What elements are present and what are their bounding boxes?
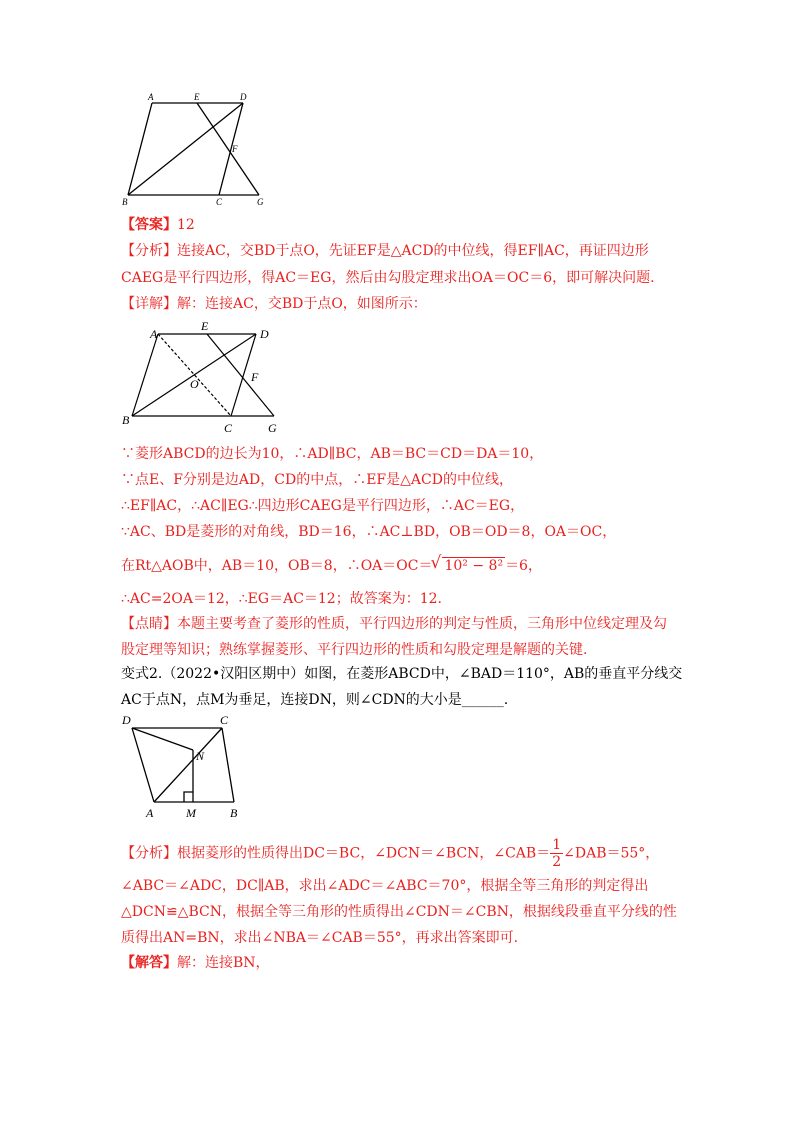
label-B: B xyxy=(122,413,130,427)
label-B: B xyxy=(230,806,238,820)
analysis-line-2 xyxy=(121,268,655,288)
label-G: G xyxy=(268,421,277,435)
answer-line xyxy=(121,215,195,235)
label-C: C xyxy=(216,197,223,207)
analysis-label: 【分析】 xyxy=(121,243,177,259)
proof-line-5 xyxy=(121,556,542,576)
comment-text-2: 股定理等知识；熟练掌握菱形、平行四边形的性质和勾股定理是解题的关键. xyxy=(121,642,588,658)
analysis2-text-4: 质得出AN=BN，求出∠NBA＝∠CAB＝55°，再求出答案即可. xyxy=(121,930,519,946)
comment-line-1 xyxy=(121,614,667,634)
label-G: G xyxy=(257,197,264,207)
label-D: D xyxy=(122,713,131,727)
detail-intro: 解：连接AC，交BD于点O，如图所示： xyxy=(177,296,427,312)
fraction-half xyxy=(550,837,563,870)
answer-value: 12 xyxy=(177,217,195,233)
analysis2-line-4 xyxy=(121,928,518,948)
sqrt-expression xyxy=(432,556,505,576)
analysis2-line-1 xyxy=(121,837,659,870)
proof-text-4: ∵AC、BD是菱形的对角线，BD＝16，∴AC⊥BD，OB＝OD＝8，OA＝OC， xyxy=(121,524,617,540)
proof-text-3: ∴EF∥AC，∴AC∥EG∴四边形CAEG是平行四边形，∴AC＝EG， xyxy=(121,498,525,514)
figure-rhombus-3 xyxy=(118,710,258,822)
variant-line-1 xyxy=(121,664,682,684)
label-D: D xyxy=(260,327,269,341)
detail-line xyxy=(121,294,427,314)
analysis-text-2: CAEG是平行四边形，得AC＝EG，然后由勾股定理求出OA＝OC＝6，即可解决问题. xyxy=(121,270,655,286)
analysis2-text-1: 根据菱形的性质得出DC＝BC，∠DCN＝∠BCN，∠CAB＝ xyxy=(177,845,551,862)
label-E: E xyxy=(201,319,209,333)
fraction-numerator: 1 xyxy=(552,837,562,853)
proof-text-2: ∵点E、F分别是边AD，CD的中点，∴EF是△ACD的中位线， xyxy=(121,472,513,488)
proof-line-6 xyxy=(121,589,442,609)
comment-text-1: 本题主要考查了菱形的性质，平行四边形的判定与性质，三角形中位线定理及勾 xyxy=(177,616,667,632)
label-C: C xyxy=(224,421,233,435)
fraction-denominator: 2 xyxy=(552,854,562,870)
figure-rhombus-1 xyxy=(118,90,278,212)
proof-text-6: ∴AC=2OA＝12，∴EG＝AC＝12；故答案为：12. xyxy=(121,591,442,607)
variant-text-2: AC于点N，点M为垂足，连接DN，则∠CDN的大小是______. xyxy=(121,692,509,708)
comment-line-2 xyxy=(121,640,587,660)
proof-line-1 xyxy=(121,444,543,464)
proof-line-3 xyxy=(121,496,524,516)
proof-text-5-end: ＝6， xyxy=(505,558,542,574)
label-C: C xyxy=(220,713,229,727)
variant-text-1: 变式2.（2022•汉阳区期中）如图，在菱形ABCD中，∠BAD＝110°，AB的垂直平分线交 xyxy=(121,666,683,682)
analysis2-text-3: △DCN≌△BCN，根据全等三角形的性质得出∠CDN＝∠CBN，根据线段垂直平分线的性 xyxy=(121,904,677,920)
label-D: D xyxy=(240,92,247,102)
variant-line-2 xyxy=(121,690,508,710)
label-A: A xyxy=(150,327,158,341)
analysis2-text-1-end: ∠DAB＝55°， xyxy=(563,845,660,862)
analysis-text-1: 连接AC，交BD于点O，先证EF是△ACD的中位线，得EF∥AC，再证四边形 xyxy=(177,243,649,259)
analysis-line-1 xyxy=(121,241,649,261)
proof-line-4 xyxy=(121,522,616,542)
label-E: E xyxy=(194,92,200,102)
proof-line-2 xyxy=(121,470,513,490)
solution-text: 解：连接BN， xyxy=(177,955,270,971)
label-A: A xyxy=(146,806,154,820)
label-F: F xyxy=(232,144,238,154)
proof-text-5: 在Rt△AOB中，AB＝10，OB＝8，∴OA＝OC＝ xyxy=(121,558,433,574)
figure-rhombus-2 xyxy=(118,318,286,436)
detail-label: 【详解】 xyxy=(121,296,177,312)
analysis2-label: 【分析】 xyxy=(121,845,177,862)
analysis2-text-2: ∠ABC＝∠ADC，DC∥AB，求出∠ADC＝∠ABC＝70°，根据全等三角形的判定得出 xyxy=(121,878,649,894)
label-M: M xyxy=(186,806,196,820)
solution-label: 【解答】 xyxy=(121,955,177,971)
sqrt-radicand: 10² − 8² xyxy=(444,558,504,574)
answer-label: 【答案】 xyxy=(121,217,177,233)
label-B: B xyxy=(122,197,128,207)
label-N: N xyxy=(196,749,205,763)
label-F: F xyxy=(251,370,259,384)
analysis2-line-3 xyxy=(121,902,677,922)
label-O: O xyxy=(190,377,199,391)
analysis2-line-2 xyxy=(121,876,648,896)
solution-line xyxy=(121,953,270,973)
comment-label: 【点睛】 xyxy=(121,616,177,632)
proof-text-1: ∵菱形ABCD的边长为10，∴AD∥BC，AB＝BC＝CD＝DA＝10， xyxy=(121,446,544,462)
label-A: A xyxy=(148,92,154,102)
